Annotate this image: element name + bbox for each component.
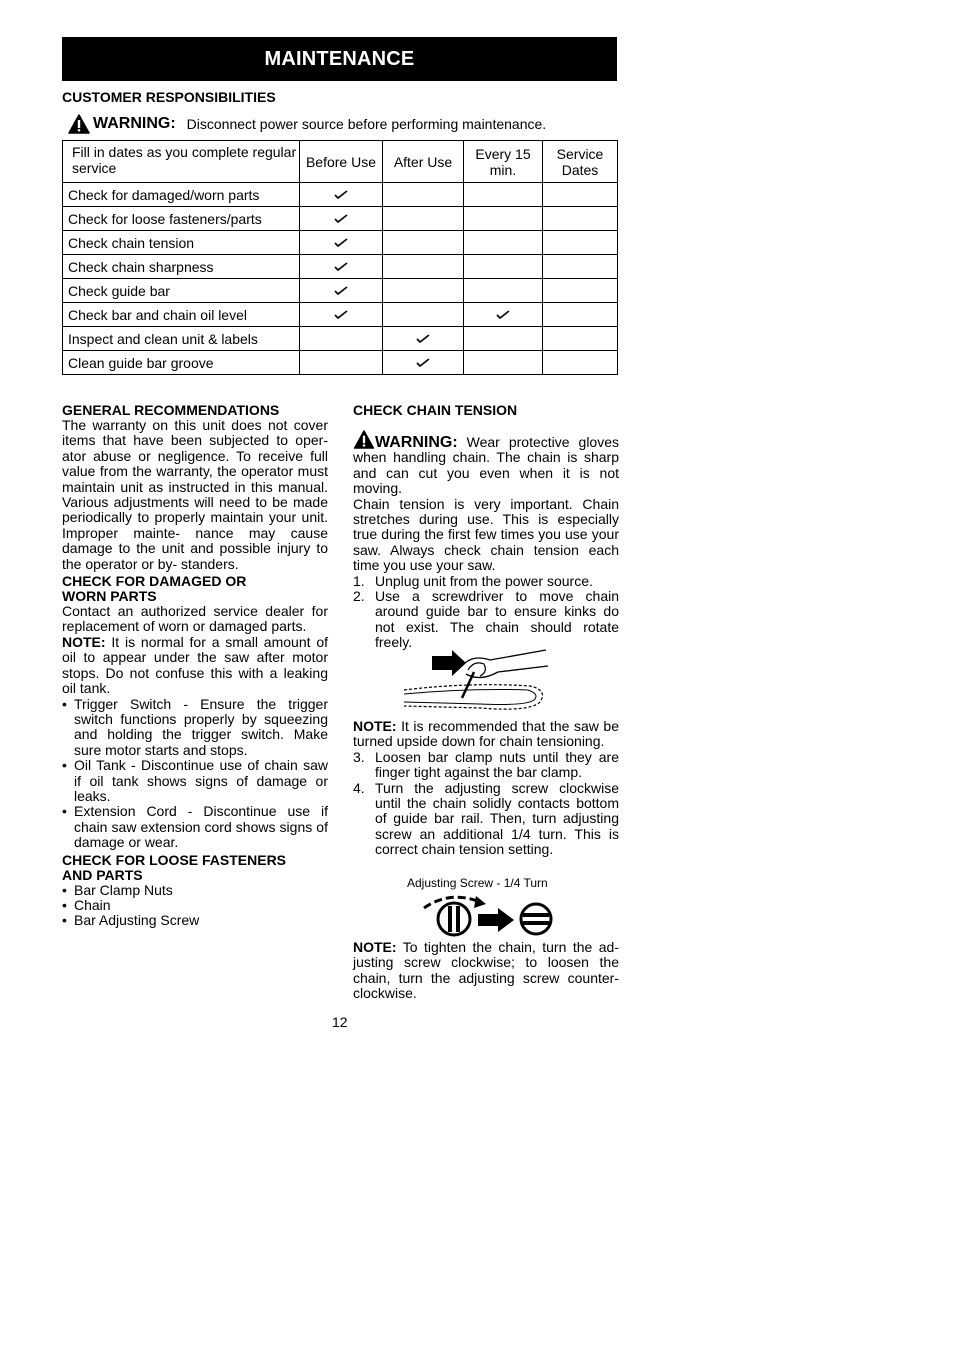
note-text: It is normal for a small amount of oil to appear under the saw after motor stops. Do not confuse this with a leaking oil tank. — [62, 633, 328, 697]
table-body — [63, 183, 618, 375]
bullet-text: Bar Adjusting Screw — [74, 912, 200, 929]
chain-tension-text: Chain tension is very important. Chain stretches during use. This is especially true during the first few times you use your saw. Always check chain tension each time you use your saw. — [353, 495, 619, 574]
column-header-after-use: After Use — [383, 141, 464, 183]
task-cell: Check for damaged/worn parts — [63, 183, 300, 207]
disconnect-warning — [68, 114, 628, 134]
chain-icon — [404, 685, 542, 709]
list-item-oil-tank: • Oil Tank - Discontinue use of chain saw if oil tank shows signs of damage or leaks. — [62, 757, 328, 804]
adjusting-screw-caption: Adjusting Screw - 1/4 Turn — [407, 876, 548, 890]
step-text: Use a screwdriver to move chain around guide bar to ensure kinks do not exist. The chain should rotate freely. — [375, 588, 619, 651]
task-cell: Check for loose fasteners/parts — [63, 207, 300, 231]
step-text: Turn the adjusting screw clockwise until the chain solidly contacts bottom of guide bar rail. Then, turn adjusting screw an additional 1/4 turn. This is correct chain tension setting. — [375, 779, 619, 858]
check-cell — [383, 351, 464, 375]
check-cell — [383, 207, 464, 231]
check-cell — [464, 231, 543, 255]
check-cell — [464, 351, 543, 375]
warning-triangle-icon — [353, 430, 375, 449]
check-cell — [383, 231, 464, 255]
tighten-loosen-note — [353, 940, 619, 1002]
warning-label: WARNING: — [93, 115, 176, 132]
check-mark-icon — [334, 309, 348, 320]
right-column-middle — [353, 719, 619, 858]
table-row — [63, 279, 618, 303]
warning-text: Wear protective gloves when handling chain. The chain is sharp and can cut you even when it is not moving. — [353, 434, 619, 497]
list-item-bar-clamp-nuts: • Bar Clamp Nuts — [62, 881, 173, 898]
note-text: It is recommended that the saw be turned upside down for chain tensioning. — [353, 718, 619, 750]
screw-before-icon — [438, 903, 470, 935]
task-cell: Check chain sharpness — [63, 255, 300, 279]
bullet-text: Bar Clamp Nuts — [74, 881, 173, 898]
check-cell — [383, 255, 464, 279]
check-cell — [300, 351, 383, 375]
warning-triangle-icon — [68, 114, 90, 134]
task-cell: Clean guide bar groove — [63, 351, 300, 375]
upside-down-note — [353, 719, 619, 750]
check-cell — [383, 327, 464, 351]
check-cell — [300, 183, 383, 207]
table-row — [63, 255, 618, 279]
column-header-every-15-min: Every 15 min. — [464, 141, 543, 183]
check-bullet-list — [62, 697, 328, 851]
customer-responsibilities-heading: CUSTOMER RESPONSIBILITIES — [62, 89, 276, 105]
screw-after-icon — [521, 904, 551, 934]
step-text: Loosen bar clamp nuts until they are finger tight against the bar clamp. — [375, 748, 619, 781]
bullet-text: Chain — [74, 896, 111, 913]
general-recommendations-text: The warranty on this unit does not cover items that have been subjected to oper- ator abuse or negligence. To receive full value from the warranty, the operator must maintain unit as instructed in this manual. Various adjustments will need to be made periodically to properly maintain your unit. Improper mainte- nance may cause damage to the unit and possible injury to the operator or by- standers. — [62, 417, 328, 572]
damaged-parts-heading-line2: WORN PARTS — [62, 588, 157, 605]
check-cell — [543, 303, 618, 327]
check-mark-icon — [334, 237, 348, 248]
task-cell: Check bar and chain oil level — [63, 303, 300, 327]
check-cell — [543, 231, 618, 255]
check-cell — [543, 279, 618, 303]
task-cell: Check chain tension — [63, 231, 300, 255]
bullet-text: Trigger Switch - Ensure the trigger switch functions properly by squeezing and holding the trigger switch. Make sure motor starts and stops. — [74, 695, 328, 758]
check-cell — [300, 207, 383, 231]
check-cell — [464, 303, 543, 327]
check-cell — [543, 207, 618, 231]
check-cell — [464, 279, 543, 303]
loose-parts-list — [62, 883, 328, 929]
check-mark-icon — [334, 189, 348, 200]
check-cell — [464, 327, 543, 351]
step-number: 2. — [353, 588, 365, 605]
warning-label: WARNING: — [375, 434, 458, 451]
table-row — [63, 183, 618, 207]
check-cell — [300, 231, 383, 255]
check-cell — [543, 255, 618, 279]
left-column — [62, 403, 328, 929]
adjusting-screw-illustration — [420, 892, 556, 940]
step-text: Unplug unit from the power source. — [375, 572, 593, 589]
check-cell — [300, 303, 383, 327]
oil-note — [62, 635, 328, 697]
hand-icon — [468, 663, 485, 676]
bullet-text: Oil Tank - Discontinue use of chain saw if oil tank shows signs of damage or leaks. — [74, 757, 328, 804]
check-cell — [543, 327, 618, 351]
step-number: 4. — [353, 779, 365, 796]
list-item-step-1 — [353, 574, 619, 589]
check-cell — [543, 183, 618, 207]
check-cell — [383, 183, 464, 207]
list-item-step-3 — [353, 750, 619, 781]
table-header-row — [63, 141, 618, 183]
tension-steps-2 — [353, 750, 619, 858]
check-mark-icon — [334, 213, 348, 224]
check-cell — [300, 327, 383, 351]
check-mark-icon — [334, 285, 348, 296]
list-item-step-4 — [353, 781, 619, 858]
check-mark-icon — [416, 333, 430, 344]
list-item-bar-adjusting-screw: • Bar Adjusting Screw — [62, 912, 200, 929]
table-row — [63, 231, 618, 255]
gloves-warning — [353, 430, 619, 497]
loose-fasteners-heading-line2: AND PARTS — [62, 866, 143, 883]
note-label: NOTE: — [62, 633, 106, 650]
table-row — [63, 207, 618, 231]
check-cell — [464, 183, 543, 207]
loose-fasteners-heading-line1: CHECK FOR LOOSE FASTENERS — [62, 851, 287, 868]
table-row — [63, 303, 618, 327]
list-item-trigger-switch: • Trigger Switch - Ensure the trigger switch functions properly by squeezing and holding the trigger switch. Make sure motor starts and stops. — [62, 695, 328, 758]
step-number: 1. — [353, 572, 365, 589]
right-column-top — [353, 403, 619, 651]
check-mark-icon — [334, 261, 348, 272]
check-cell — [383, 279, 464, 303]
maintenance-schedule-table — [62, 140, 618, 375]
column-header-service-dates: Service Dates — [543, 141, 618, 183]
check-mark-icon — [496, 309, 510, 320]
table-row — [63, 351, 618, 375]
damaged-parts-heading-line1: CHECK FOR DAMAGED OR — [62, 573, 247, 590]
page-number: 12 — [332, 1014, 348, 1030]
page-title: MAINTENANCE — [62, 37, 617, 81]
check-cell — [383, 303, 464, 327]
check-cell — [543, 351, 618, 375]
check-cell — [464, 207, 543, 231]
table-row — [63, 327, 618, 351]
task-cell: Check guide bar — [63, 279, 300, 303]
check-mark-icon — [416, 357, 430, 368]
note-text: To tighten the chain, turn the ad- justing screw clockwise; to loosen the chain, turn the adjusting screw counter- clockwise. — [353, 939, 619, 1002]
arrow-icon — [432, 650, 466, 676]
general-recommendations-heading: GENERAL RECOMMENDATIONS — [62, 402, 280, 418]
chain-rotation-illustration — [400, 646, 550, 718]
tension-steps-1 — [353, 574, 619, 651]
list-item-step-2 — [353, 589, 619, 651]
damaged-parts-text: Contact an authorized service dealer for replacement of worn or damaged parts. — [62, 603, 328, 635]
check-cell — [464, 255, 543, 279]
check-chain-tension-heading: CHECK CHAIN TENSION — [353, 402, 518, 418]
note-label: NOTE: — [353, 718, 397, 734]
column-header-before-use: Before Use — [300, 141, 383, 183]
arrow-icon — [478, 908, 514, 932]
check-cell — [300, 255, 383, 279]
table-header-instructions: Fill in dates as you complete regular service — [63, 141, 300, 183]
note-label: NOTE: — [353, 939, 397, 955]
step-number: 3. — [353, 748, 365, 765]
task-cell: Inspect and clean unit & labels — [63, 327, 300, 351]
warning-text: Disconnect power source before performing maintenance. — [186, 116, 547, 132]
bullet-text: Extension Cord - Discontinue use if chain saw extension cord shows signs of damage or wear. — [74, 803, 328, 851]
list-item-extension-cord: • Extension Cord - Discontinue use if chain saw extension cord shows signs of damage or wear. — [62, 803, 328, 851]
check-cell — [300, 279, 383, 303]
right-column-bottom — [353, 940, 619, 1002]
list-item-chain: • Chain — [62, 896, 111, 913]
